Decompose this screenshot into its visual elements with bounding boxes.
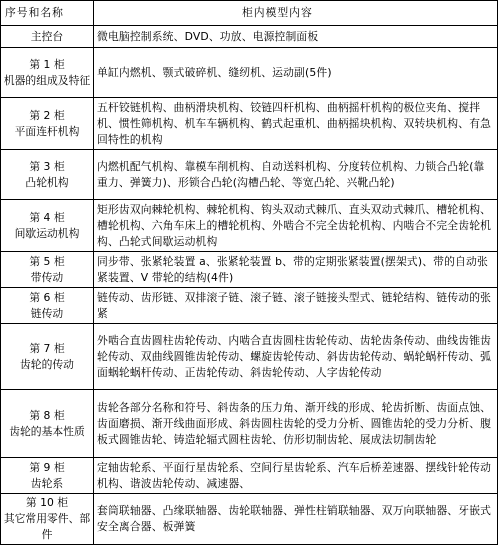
cabinet-content: 单缸内燃机、颚式破碎机、缝纫机、运动副(5件) [94,48,498,98]
cabinet-name: 第 5 柜 带传动 [1,252,94,288]
table-row [1,458,498,494]
table-row [1,324,498,390]
table-row [1,26,498,48]
cabinet-content: 链传动、齿形链、双排滚子链、滚子链、滚子链接头型式、链轮结构、链传动的张紧 [94,288,498,324]
cabinet-name: 第 6 柜 链传动 [1,288,94,324]
cabinet-content: 定轴齿轮系、平面行星齿轮系、空间行星齿轮系、汽车后桥差速器、摆线针轮传动机构、谐波齿轮传动、减速器、 [94,458,498,494]
table-row [1,150,498,200]
table-row [1,98,498,150]
cabinet-content: 微电脑控制系统、DVD、功放、电源控制面板 [94,26,498,48]
cabinet-content: 同步带、张紧轮装置 a、张紧轮装置 b、带的定期张紧装置(摆架式)、带的自动张紧装置、V 带轮的结构(4件) [94,252,498,288]
cabinet-name: 第 10 柜 其它常用零件、部件 [1,494,94,545]
header-name-column: 序号和名称 [1,1,94,26]
cabinet-content: 齿轮各部分名称和符号、斜齿条的压力角、渐开线的形成、轮齿折断、齿面点蚀、齿面磨损、渐开线曲面形成、斜齿圆柱齿轮的受力分析、圆锥齿轮的受力分析、腹板式圆锥齿轮、铸造轮辐式圆柱齿轮、仿形切制齿轮、展成法切制齿轮 [94,390,498,458]
table-row [1,48,498,98]
cabinet-name: 第 7 柜 齿轮的传动 [1,324,94,390]
cabinet-name: 第 4 柜 间歇运动机构 [1,200,94,252]
cabinet-content: 套筒联轴器、凸缘联轴器、齿轮联轴器、弹性柱销联轴器、双万向联轴器、牙嵌式安全离合器、板弹簧 [94,494,498,545]
cabinet-content: 外啮合直齿圆柱齿轮传动、内啮合直齿圆柱齿轮传动、齿轮齿条传动、曲线齿锥齿轮传动、双曲线圆锥齿轮传动、螺旋齿轮传动、斜齿齿轮传动、蜗轮蜗杆传动、弧面蜗轮蜗杆传动、正齿轮传动、斜齿轮传动、人字齿轮传动 [94,324,498,390]
cabinet-content: 矩形齿双向棘轮机构、棘轮机构、钩头双动式棘爪、直头双动式棘爪、槽轮机构、槽轮机构、六角车床上的槽轮机构、外啮合不完全齿轮机构、内啮合不完全齿轮机构、凸轮式间歇运动机构 [94,200,498,252]
cabinet-name: 主控台 [1,26,94,48]
table-row [1,288,498,324]
cabinet-name: 第 9 柜 齿轮系 [1,458,94,494]
cabinet-content: 内燃机配气机构、靠模车削机构、自动送料机构、分度转位机构、力锁合凸轮(靠重力、弹簧力)、形锁合凸轮(沟槽凸轮、等宽凸轮、兴靴凸轮) [94,150,498,200]
cabinet-name: 第 2 柜 平面连杆机构 [1,98,94,150]
table-row [1,494,498,545]
cabinet-name: 第 3 柜 凸轮机构 [1,150,94,200]
table-header-row [1,1,498,26]
table-row [1,252,498,288]
table-row [1,200,498,252]
table-row [1,390,498,458]
cabinet-content: 五杆铰链机构、曲柄滑块机构、铰链四杆机构、曲柄摇杆机构的极位夹角、搅拌机、惯性筛机构、机车车辆机构、鹤式起重机、曲柄摇块机构、双转块机构、有急回特性的机构 [94,98,498,150]
cabinet-name: 第 1 柜 机器的组成及特征 [1,48,94,98]
cabinet-name: 第 8 柜 齿轮的基本性质 [1,390,94,458]
header-content-column: 柜内模型内容 [94,1,498,26]
